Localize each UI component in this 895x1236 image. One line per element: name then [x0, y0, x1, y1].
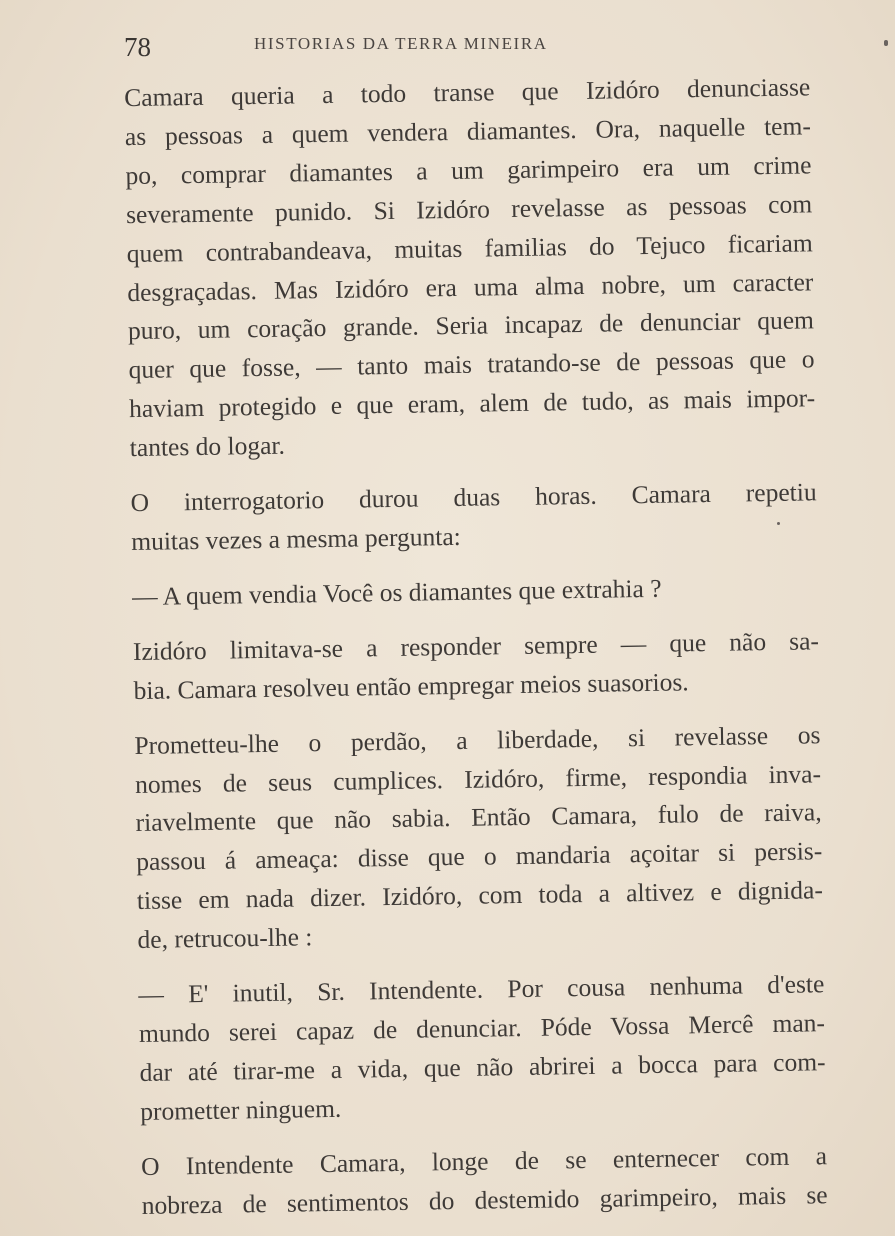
text-line: riavelmente que não sabia. Então Camara, fulo de raiva,: [135, 797, 822, 838]
paragraph-4: [77, 622, 820, 711]
paragraph-2: [74, 473, 817, 562]
text-line: prometter ninguem.: [139, 1093, 342, 1126]
text-line: muitas vezes a mesma pergunta:: [131, 521, 461, 557]
text-line: quer que fosse, — tanto mais tratando-se de pessoas que o: [128, 344, 815, 385]
paragraph-5: [78, 716, 824, 961]
text-line: mundo serei capaz de denunciar. Póde Vossa Mercê man-: [138, 1008, 826, 1048]
text-line: nomes de seus cumplices. Izidóro, firme, respondia inva-: [134, 758, 822, 799]
paragraph-1: [68, 68, 816, 469]
page-header: [0, 28, 895, 68]
ink-speck: [777, 522, 780, 525]
text-line: tantes do logar.: [129, 430, 286, 463]
text-line: Camara queria a todo transe que Izidóro denunciasse: [124, 72, 811, 113]
text-line: po, comprar diamantes a um garimpeiro era um crime: [125, 150, 812, 190]
text-line: — E' inutil, Sr. Intendente. Por cousa nenhuma d'este: [138, 969, 825, 1010]
paragraph-6: [82, 965, 826, 1132]
text-line: puro, um coração grande. Seria incapaz de denunciar quem: [127, 305, 815, 346]
paragraph-3: [76, 567, 819, 618]
text-line: desgraçadas. Mas Izidóro era uma alma nobre, um caracter: [127, 266, 814, 307]
text-line: passou á ameaça: disse que o mandaria açoitar si persis-: [136, 836, 823, 877]
ink-speck: [884, 40, 888, 46]
text-line: O interrogatorio durou duas horas. Camara repetiu: [130, 477, 817, 518]
text-line: as pessoas a quem vendera diamantes. Ora, naquelle tem-: [124, 111, 812, 152]
text-line: Prometteu-lhe o perdão, a liberdade, si revelasse os: [134, 719, 821, 760]
text-line: tisse em nada dizer. Izidóro, com toda a altivez e dignida-: [136, 875, 824, 916]
text-line: O Intendente Camara, longe de se enternecer com a: [140, 1140, 828, 1181]
running-head: HISTORIAS DA TERRA MINEIRA: [254, 34, 548, 53]
text-line: quem contrabandeava, muitas familias do Tejuco ficariam: [126, 227, 813, 268]
page-number: 78: [124, 32, 151, 62]
body-text: [68, 68, 828, 1226]
text-line: — A quem vendia Você os diamantes que extrahia ?: [131, 573, 662, 611]
text-line: bia. Camara resolveu então empregar meios suasorios.: [133, 667, 689, 705]
text-line: Izidóro limitava-se a responder sempre — que não sa-: [132, 626, 820, 666]
text-line: dar até tirar-me a vida, que não abrirei a bocca para com-: [139, 1047, 826, 1087]
text-line: haviam protegido e que eram, alem de tudo, as mais impor-: [128, 383, 816, 424]
text-line: severamente punido. Si Izidóro revelasse as pessoas com: [125, 189, 813, 229]
paragraph-7: [85, 1137, 828, 1226]
text-line: de, retrucou-lhe :: [137, 922, 313, 955]
text-line: nobreza de sentimentos do destemido garimpeiro, mais se: [141, 1179, 828, 1220]
